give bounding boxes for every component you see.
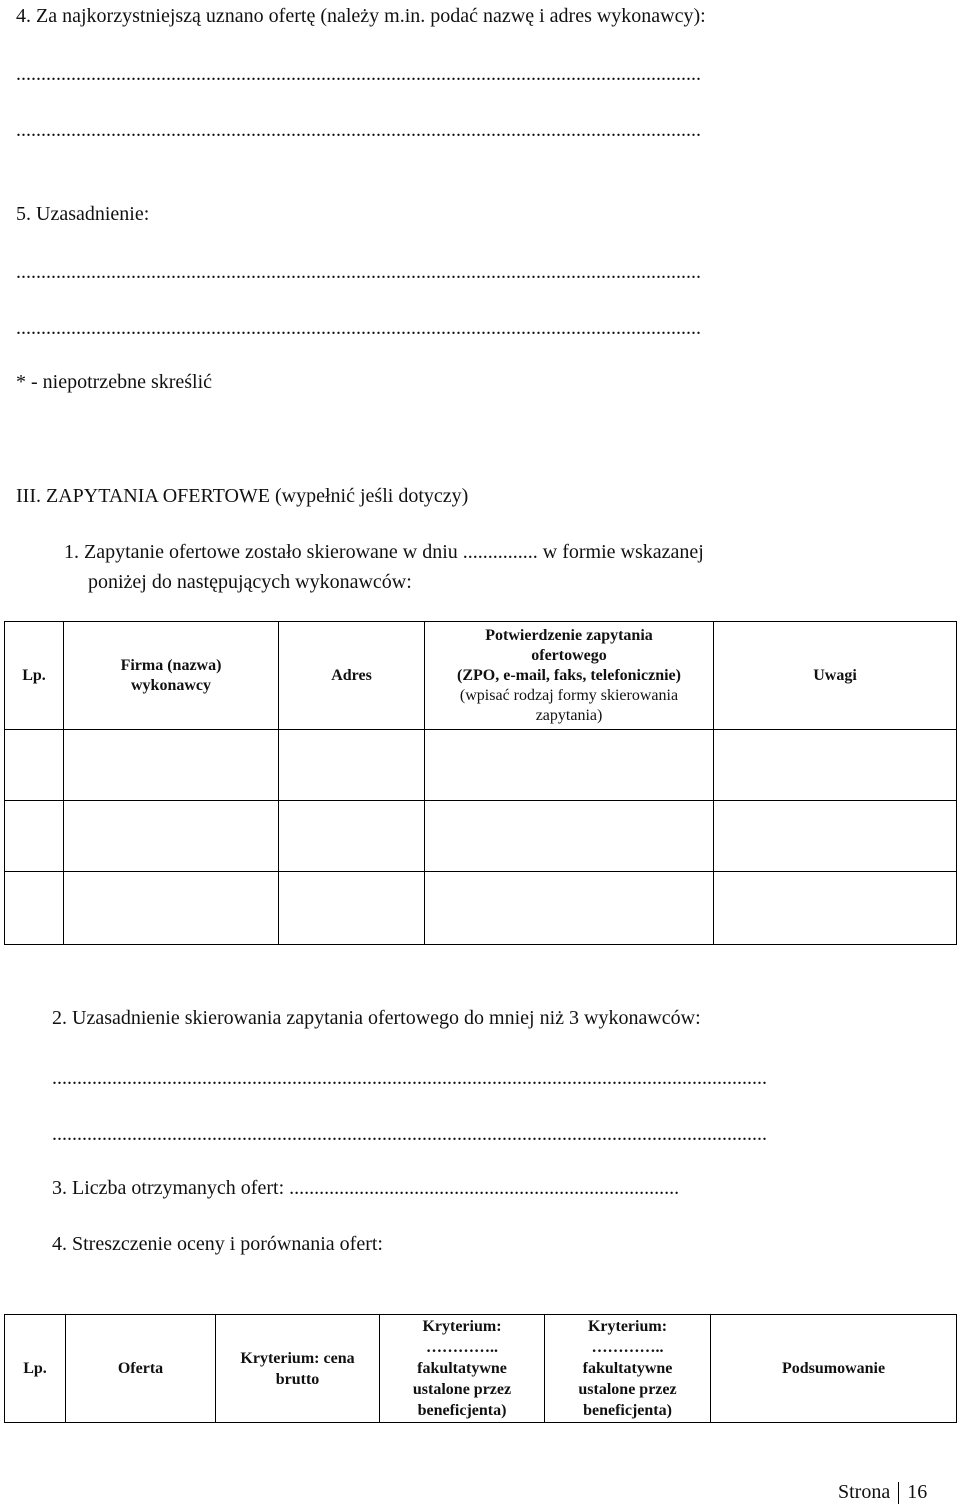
table-cell[interactable] [714,872,957,945]
col-potwierdzenie [425,622,714,730]
col-podsumowanie: Podsumowanie [711,1315,957,1423]
col-potw-line: zapytania) [535,706,603,724]
item2-text: 2. Uzasadnienie skierowania zapytania ofertowego do mniej niż 3 wykonawców: [52,1007,701,1029]
page-footer [838,1480,927,1504]
item4-text: 4. Streszczenie oceny i porównania ofert: [52,1233,383,1255]
item1-line2: poniżej do następujących wykonawców: [88,571,412,593]
col-k-line: ustalone przez [578,1381,677,1398]
col-potw-line: ofertowego [531,646,607,664]
col-k-line: Kryterium: [422,1318,502,1335]
dotted-line: ......................................................................................................................................... [16,317,701,339]
col-k-line: Kryterium: [587,1318,668,1335]
section4-heading: 4. Za najkorzystniejszą uznano ofertę (należy m.in. podać nazwę i adres wykonawcy): [16,5,706,27]
page-number: 16 [907,1481,928,1503]
col-firma-line: wykonawcy [130,676,211,694]
contractors-table [4,621,957,945]
section3-title: III. ZAPYTANIA OFERTOWE (wypełnić jeśli dotyczy) [16,485,469,507]
dotted-line: ......................................................................................................................................... [16,63,701,85]
col-k-line: beneficjenta) [417,1402,507,1419]
table-row [5,801,957,872]
col-lp: Lp. [5,622,64,730]
footnote: * - niepotrzebne skreślić [16,371,213,393]
table-cell[interactable] [425,872,714,945]
col-potw-line: Potwierdzenie zapytania [485,626,653,644]
item1-line1: 1. Zapytanie ofertowe zostało skierowane w dniu ............... w formie wskazanej [64,541,704,563]
table-cell[interactable] [5,801,64,872]
dotted-line: ......................................................................................................................................... [16,261,701,283]
table-row [5,872,957,945]
offers-table [4,1314,957,1423]
col-k-line: ………….. [591,1339,664,1356]
col-firma [64,622,279,730]
col-oferta: Oferta [66,1315,216,1423]
col-kryterium-1 [380,1315,545,1423]
dotted-line: ............................................................................................................................................... [52,1067,767,1089]
table-cell[interactable] [64,872,279,945]
dotted-line: ............................................................................................................................................... [52,1123,767,1145]
col-k-line: ustalone przez [412,1381,512,1398]
table-cell[interactable] [425,730,714,801]
table-cell[interactable] [714,801,957,872]
table-cell[interactable] [5,730,64,801]
col-k-line: fakultatywne [582,1360,673,1377]
col-adres: Adres [279,622,425,730]
item3-text: 3. Liczba otrzymanych ofert: .............................................................................. [52,1177,680,1199]
table-cell[interactable] [64,801,279,872]
col-potw-line: (ZPO, e-mail, faks, telefonicznie) [457,666,681,684]
col-cena-line: Kryterium: cena [240,1349,355,1367]
section5-heading: 5. Uzasadnienie: [16,203,150,225]
table-row [5,730,957,801]
table-cell[interactable] [279,730,425,801]
table-cell[interactable] [279,801,425,872]
col-potw-line: (wpisać rodzaj formy skierowania [459,686,679,704]
table-cell[interactable] [425,801,714,872]
col-cena [216,1315,380,1423]
table-cell[interactable] [714,730,957,801]
footer-separator [898,1482,899,1504]
table-cell[interactable] [64,730,279,801]
dotted-line: ......................................................................................................................................... [16,119,701,141]
col-k-line: beneficjenta) [583,1402,672,1419]
col-k-line: ………….. [426,1339,498,1356]
col-lp: Lp. [5,1315,66,1423]
footer-label: Strona [838,1481,891,1503]
col-kryterium-2 [545,1315,711,1423]
col-k-line: fakultatywne [417,1360,507,1377]
col-firma-line: Firma (nazwa) [120,656,222,674]
table-cell[interactable] [5,872,64,945]
table-cell[interactable] [279,872,425,945]
col-cena-line: brutto [275,1370,320,1388]
col-uwagi: Uwagi [714,622,957,730]
